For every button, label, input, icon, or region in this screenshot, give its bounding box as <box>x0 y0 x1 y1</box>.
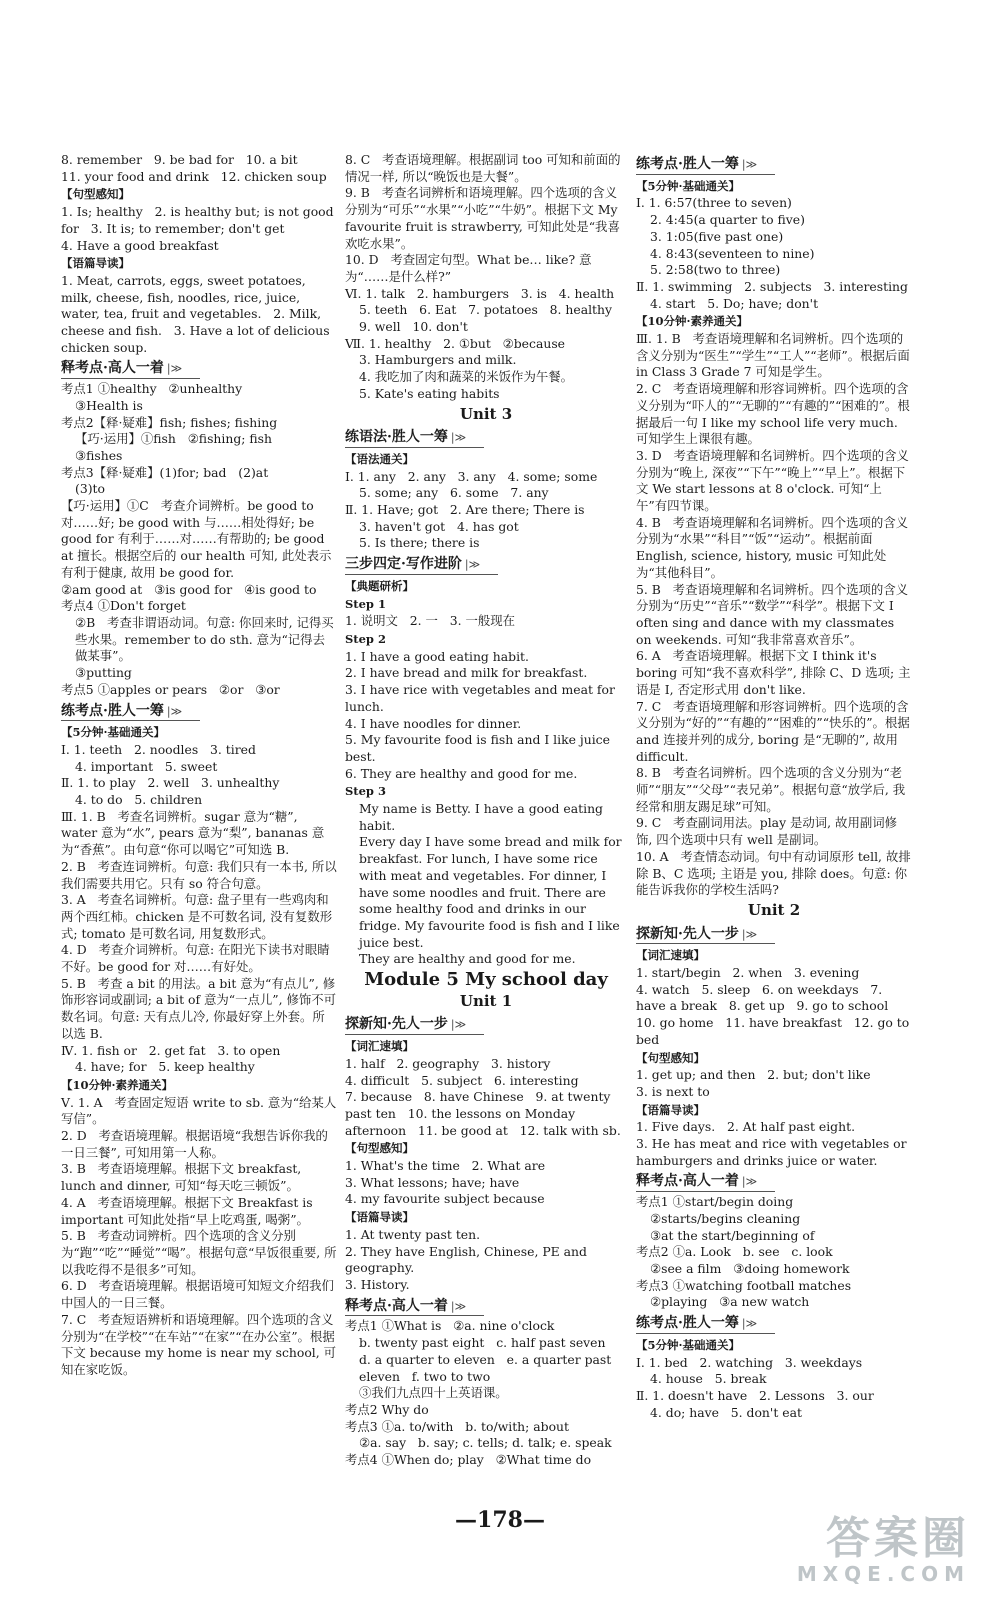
answer-column-3 <box>636 152 912 1421</box>
answer-line: 考点5 ①apples or pears ②or ③or <box>61 681 280 697</box>
section-tag: 【5分钟·基础通关】 <box>61 725 166 740</box>
answer-line: 考点3 ①a. to/with b. to/with; about <box>345 1418 570 1434</box>
answer-line: 6. D 考查语境理解。根据语境可知短文介绍我们中国人的一日三餐。 <box>61 1278 334 1311</box>
answer-line: 2. 4:45(a quarter to five) <box>650 212 805 228</box>
answer-line: 11. your food and drink 12. chicken soup <box>61 168 327 184</box>
section-tag: 【10分钟·素养通关】 <box>636 314 749 329</box>
section-tag: 【语篇导读】 <box>345 1210 414 1225</box>
answer-line: 9. B 考查名词辨析和语境理解。四个选项的含义分别为“可乐”“水果”“小吃”“牛奶”。根据下文 My favourite fruit is strawberry, 可知此处是“我喜欢吃水果”。 <box>345 185 622 251</box>
answer-line: 5. B 考查 a bit 的用法。a bit 意为“有点儿”, 修饰形容词或副词; a bit of 意为“一点儿”, 修饰不可数名词。句意: 天有点儿冷, 你最好穿上外套。所以选 B. <box>61 975 337 1041</box>
answer-line: Ⅴ. 1. A 考查固定短语 write to sb. 意为“给某人写信”。 <box>61 1094 337 1127</box>
answer-line: Ⅰ. 1. bed 2. watching 3. weekdays <box>636 1354 863 1370</box>
answer-line: 考点1 ①start/begin doing <box>636 1194 794 1210</box>
answer-line: Ⅱ. 1. doesn't have 2. Lessons 3. our <box>636 1387 874 1403</box>
section-tag: 【10分钟·素养通关】 <box>61 1077 174 1092</box>
answer-line: 4. Have a good breakfast <box>61 237 219 253</box>
answer-line: Ⅱ. 1. to play 2. well 3. unhealthy <box>61 775 280 791</box>
answer-column-1 <box>61 152 337 1379</box>
answer-line: ③我们九点四十上英语课。 <box>359 1385 508 1401</box>
answer-line: 6. A 考查语境理解。根据下文 I think it's boring 可知“我不喜欢科学”, 排除 C、D 选项; 主语是 I, 否定形式用 don't like. <box>636 648 911 697</box>
answer-line: 8. remember 9. be bad for 10. a bit <box>61 152 298 167</box>
answer-line: 4. difficult 5. subject 6. interesting <box>345 1072 579 1088</box>
answer-line: 4. house 5. break <box>650 1371 767 1387</box>
section-heading: 释考点·高人一着 |≫ <box>61 360 200 379</box>
answer-line: ③Health is <box>75 397 143 413</box>
answer-line: Ⅲ. 1. B 考查名词辨析。sugar 意为“糖”, water 意为“水”, pears 意为“梨”, bananas 意为“香蕉”。由句意“你可以喝它”可知选 B. <box>61 808 325 858</box>
answer-line: ②am good at ③is good for ④is good to <box>61 581 317 597</box>
answer-line: 3. is next to <box>636 1083 710 1099</box>
answer-line: ③at the start/beginning of <box>650 1227 815 1243</box>
section-heading: 释考点·高人一着 |≫ <box>345 1298 484 1317</box>
answer-line: Ⅱ. 1. swimming 2. subjects 3. interesting <box>636 278 908 294</box>
answer-line: 3. B 考查语境理解。根据下文 breakfast, lunch and dinner, 可知“每天吃三顿饭”。 <box>61 1161 306 1194</box>
answer-line: 4. 8:43(seventeen to nine) <box>650 245 815 261</box>
answer-line: d. a quarter to eleven e. a quarter past eleven f. two to two <box>359 1351 616 1384</box>
answer-line: 4. do; have 5. don't eat <box>650 1404 802 1420</box>
section-tag: 【5分钟·基础通关】 <box>636 178 741 193</box>
answer-line: 4. watch 5. sleep 6. on weekdays 7. have a break 8. get up 9. go to school 10. go home 11. have breakfast 12. go to bed <box>636 981 914 1047</box>
answer-line: 1. Five days. 2. At half past eight. <box>636 1119 856 1135</box>
section-heading: 三步四定·写作进阶 |≫ <box>345 556 498 575</box>
answer-line: Ⅶ. 1. healthy 2. ①but ②because <box>345 335 566 351</box>
answer-line: ②a. say b. say; c. tells; d. talk; e. speak <box>359 1435 612 1451</box>
answer-line: 3. History. <box>345 1277 410 1292</box>
answer-column-2 <box>345 152 627 1469</box>
answer-line: 4. 我吃加了肉和蔬菜的米饭作为午餐。 <box>359 369 574 385</box>
answer-line: Ⅰ. 1. teeth 2. noodles 3. tired <box>61 741 256 757</box>
section-heading: 练语法·胜人一筹 |≫ <box>345 429 484 448</box>
section-heading: 探新知·先人一步 |≫ <box>636 926 775 945</box>
answer-line: 9. well 10. don't <box>359 319 468 335</box>
answer-line: 考点4 ①Don't forget <box>61 598 186 614</box>
answer-line: 考点3【释·疑难】(1)for; bad (2)at <box>61 464 269 480</box>
answer-line: 5. teeth 6. Eat 7. potatoes 8. healthy <box>359 302 613 318</box>
answer-line: 4. to do 5. children <box>75 792 203 808</box>
answer-line: Every day I have some bread and milk for breakfast. For lunch, I have some rice with meat and vegetables. For dinner, I have some noodles and fruit. There are some healthy food and drinks in our fridge. My favourite food is fish and I like juice best. <box>359 834 626 950</box>
answer-line: 考点1 ①What is ②a. nine o'clock <box>345 1318 555 1334</box>
answer-line: 5. Is there; there is <box>359 535 480 551</box>
answer-line: They are healthy and good for me. <box>359 951 576 967</box>
section-tag: 【5分钟·基础通关】 <box>636 1337 741 1352</box>
answer-line: 【巧·运用】①fish ②fishing; fish <box>75 431 273 447</box>
answer-line: 考点2 ①a. Look b. see c. look <box>636 1244 833 1260</box>
answer-line: 3. A 考查名词辨析。句意: 盘子里有一些鸡肉和两个西红柿。chicken 是不可数名词, 没有复数形式; tomato 是可数名词, 用复数形式。 <box>61 892 333 941</box>
answer-line: ③putting <box>75 665 132 681</box>
answer-line: 1. 说明文 2. 一 3. 一般现在 <box>345 613 516 629</box>
answer-line: 4. start 5. Do; have; don't <box>650 295 819 311</box>
answer-line: ②playing ③a new watch <box>650 1294 810 1310</box>
answer-line: 1. get up; and then 2. but; don't like <box>636 1067 871 1083</box>
answer-line: 10. A 考查情态动词。句中有动词原形 tell, 故排除 B、C 选项; 主语是 you, 排除 does。句意: 你能告诉我你的学校生活吗? <box>636 848 911 898</box>
section-heading: 探新知·先人一步 |≫ <box>345 1016 484 1035</box>
answer-line: 1. What's the time 2. What are <box>345 1158 546 1174</box>
section-heading: 练考点·胜人一筹 |≫ <box>636 156 775 175</box>
answer-line: 1. Meat, carrots, eggs, sweet potatoes, milk, cheese, fish, noodles, rice, juice, water, tea, fruit and vegetables. 2. Milk, cheese and fish. 3. Have a lot of delicious chicken soup. <box>61 272 334 355</box>
answer-line: 5. B 考查语境理解和名词辨析。四个选项的含义分别为“历史”“音乐”“数学”“科学”。根据下文 I often sing and dance with my classmates on weekends. 可知“我非常喜欢音乐”。 <box>636 581 909 647</box>
answer-line: 5. My favourite food is fish and I like juice best. <box>345 732 614 764</box>
answer-line: 1. I have a good eating habit. <box>345 648 529 664</box>
section-tag: Step 3 <box>345 784 386 799</box>
answer-line: 1. Is; healthy 2. is healthy but; is not good for 3. It is; to remember; don't get <box>61 204 338 236</box>
answer-line: (3)to <box>75 481 105 497</box>
section-tag: 【词汇速填】 <box>636 948 705 963</box>
section-tag: 【句型感知】 <box>636 1050 705 1065</box>
page-number: —178— <box>455 1507 545 1533</box>
answer-line: 4. A 考查语境理解。根据下文 Breakfast is important 可知此处指“早上吃鸡蛋, 喝粥”。 <box>61 1194 317 1227</box>
section-heading: 练考点·胜人一筹 |≫ <box>636 1315 775 1334</box>
unit-heading: Unit 1 <box>459 991 513 1010</box>
answer-line: 7. C 考查语境理解和形容词辨析。四个选项的含义分别为“好的”“有趣的”“困难的”“快乐的”。根据 and 连接并列的成分, boring 是“无聊的”, 故用 difficult. <box>636 698 914 764</box>
section-tag: 【语篇导读】 <box>61 256 130 271</box>
answer-line: 3. 1:05(five past one) <box>650 228 784 244</box>
answer-line: 3. Hamburgers and milk. <box>359 352 517 368</box>
section-tag: 【典题研析】 <box>345 578 414 593</box>
answer-line: 3. I have rice with vegetables and meat for lunch. <box>345 682 619 714</box>
section-tag: 【语篇导读】 <box>636 1102 705 1117</box>
answer-line: ③fishes <box>75 447 123 463</box>
answer-line: 5. B 考查动词辨析。四个选项的含义分别为“跑”“吃”“睡觉”“喝”。根据句意“早饭很重要, 所以我吃得不是很多”可知。 <box>61 1228 337 1277</box>
answer-line: 3. What lessons; have; have <box>345 1174 520 1190</box>
answer-line: 5. some; any 6. some 7. any <box>359 485 549 501</box>
answer-line: 1. At twenty past ten. <box>345 1226 481 1242</box>
answer-line: 2. They have English, Chinese, PE and geography. <box>345 1243 591 1276</box>
answer-line: 1. start/begin 2. when 3. evening <box>636 965 860 981</box>
section-tag: 【语法通关】 <box>345 451 414 466</box>
answer-line: 4. important 5. sweet <box>75 758 218 774</box>
answer-line: 10. D 考查固定句型。What be… like? 意为“……是什么样?” <box>345 252 592 284</box>
answer-line: 2. C 考查语境理解和形容词辨析。四个选项的含义分别为“吓人的”“无聊的”“有趣的”“困难的”。根据最后一句 I like my school life very much. 可知学生上课很有趣。 <box>636 381 910 447</box>
answer-line: Ⅱ. 1. Have; got 2. Are there; There is <box>345 502 585 518</box>
answer-line: 9. C 考查副词用法。play 是动词, 故用副词修饰, 四个选项中只有 well 是副词。 <box>636 815 898 848</box>
answer-line: 4. have; for 5. keep healthy <box>75 1059 255 1075</box>
unit-heading: Unit 2 <box>747 900 801 919</box>
answer-line: 4. my favourite subject because <box>345 1191 545 1207</box>
answer-line: 8. C 考查语境理解。根据副词 too 可知和前面的情况一样, 所以“晚饭也是大餐”。 <box>345 152 621 184</box>
answer-line: 考点3 ①watching football matches <box>636 1277 852 1293</box>
answer-line: 2. D 考查语境理解。根据语境“我想告诉你我的一日三餐”, 可知用第一人称。 <box>61 1128 328 1160</box>
section-heading: 练考点·胜人一筹 |≫ <box>61 703 200 722</box>
watermark-title: 答案圈 <box>826 1513 970 1564</box>
answer-line: ②B 考查非谓语动词。句意: 你回来时, 记得买些水果。remember to do sth. 意为“记得去做某事”。 <box>75 614 334 664</box>
answer-line: 【巧·运用】①C 考查介词辨析。be good to 对……好; be good with 与……相处得好; be good for 有利于……对……有帮助的; be good at 擅长。根据空后的 our health 可知, 此处表示有利于健康, 故用 be good for. <box>61 498 332 580</box>
answer-line: ②see a film ③doing homework <box>650 1261 850 1276</box>
answer-line: Ⅲ. 1. B 考查语境理解和名词辨析。四个选项的含义分别为“医生”“学生”“工人”“老师”。根据后面 in Class 3 Grade 7 可知是学生。 <box>636 331 914 380</box>
answer-line: 8. B 考查名词辨析。四个选项的含义分别为“老师”“朋友”“父母”“表兄弟”。根据句意“放学后, 我经常和朋友踢足球”可知。 <box>636 765 906 814</box>
answer-line: 7. C 考查短语辨析和语境理解。四个选项的含义分别为“在学校”“在车站”“在家”“在办公室”。根据下文 because my home is near my school, 可知在家吃饭。 <box>61 1311 337 1377</box>
answer-line: 考点2 Why do <box>345 1401 429 1417</box>
answer-line: 4. I have noodles for dinner. <box>345 715 522 731</box>
answer-line: 3. D 考查语境理解和名词辨析。四个选项的含义分别为“晚上, 深夜”“下午”“晚上”“早上”。根据下文 We start lessons at 8 o'clock. 可知“上午”有四节课。 <box>636 447 909 514</box>
section-heading: 释考点·高人一着 |≫ <box>636 1173 775 1192</box>
answer-line: 5. Kate's eating habits <box>359 385 500 401</box>
section-tag: 【词汇速填】 <box>345 1039 414 1054</box>
answer-line: 6. They are healthy and good for me. <box>345 765 578 781</box>
answer-line: Ⅰ. 1. 6:57(three to seven) <box>636 195 792 211</box>
answer-line: Ⅳ. 1. fish or 2. get fat 3. to open <box>61 1042 281 1058</box>
section-tag: 【句型感知】 <box>345 1141 414 1156</box>
section-tag: Step 1 <box>345 596 386 611</box>
answer-line: Ⅵ. 1. talk 2. hamburgers 3. is 4. health <box>345 285 615 301</box>
answer-line: 2. I have bread and milk for breakfast. <box>345 665 588 681</box>
answer-line: b. twenty past eight c. half past seven <box>359 1335 606 1351</box>
answer-line: 1. half 2. geography 3. history <box>345 1055 551 1071</box>
answer-line: 7. because 8. have Chinese 9. at twenty past ten 10. the lessons on Monday afternoon 11. be good at 12. talk with sb. <box>345 1089 621 1138</box>
answer-line: 考点1 ①healthy ②unhealthy <box>61 381 243 397</box>
unit-heading: Unit 3 <box>459 404 513 423</box>
answer-line: My name is Betty. I have a good eating habit. <box>359 801 607 833</box>
answer-line: 3. He has meat and rice with vegetables or hamburgers and drinks juice or water. <box>636 1136 911 1168</box>
answer-line: 4. B 考查语境理解和名词辨析。四个选项的含义分别为“水果”“科目”“饭”“运动”。根据前面 English, science, history, music 可知此处为“其他科目”。 <box>636 514 909 580</box>
watermark-logo <box>796 1513 970 1586</box>
answer-line: Ⅰ. 1. any 2. any 3. any 4. some; some <box>345 468 598 484</box>
section-tag: Step 2 <box>345 631 386 646</box>
module-heading: Module 5 My school day <box>364 969 608 991</box>
answer-line: 考点2【释·疑难】fish; fishes; fishing <box>61 414 278 430</box>
answer-line: 考点4 ①When do; play ②What time do <box>345 1452 592 1468</box>
watermark-site: MXQE.COM <box>796 1562 970 1586</box>
answer-line: 2. B 考查连词辨析。句意: 我们只有一本书, 所以我们需要共用它。只有 so 符合句意。 <box>61 858 337 891</box>
answer-line: 3. haven't got 4. has got <box>359 518 519 534</box>
answer-line: ②starts/begins cleaning <box>650 1210 801 1226</box>
answer-line: 5. 2:58(two to three) <box>650 262 781 278</box>
section-tag: 【句型感知】 <box>61 187 130 202</box>
answer-line: 4. D 考查介词辨析。句意: 在阳光下读书对眼睛不好。be good for 对……有好处。 <box>61 942 330 975</box>
